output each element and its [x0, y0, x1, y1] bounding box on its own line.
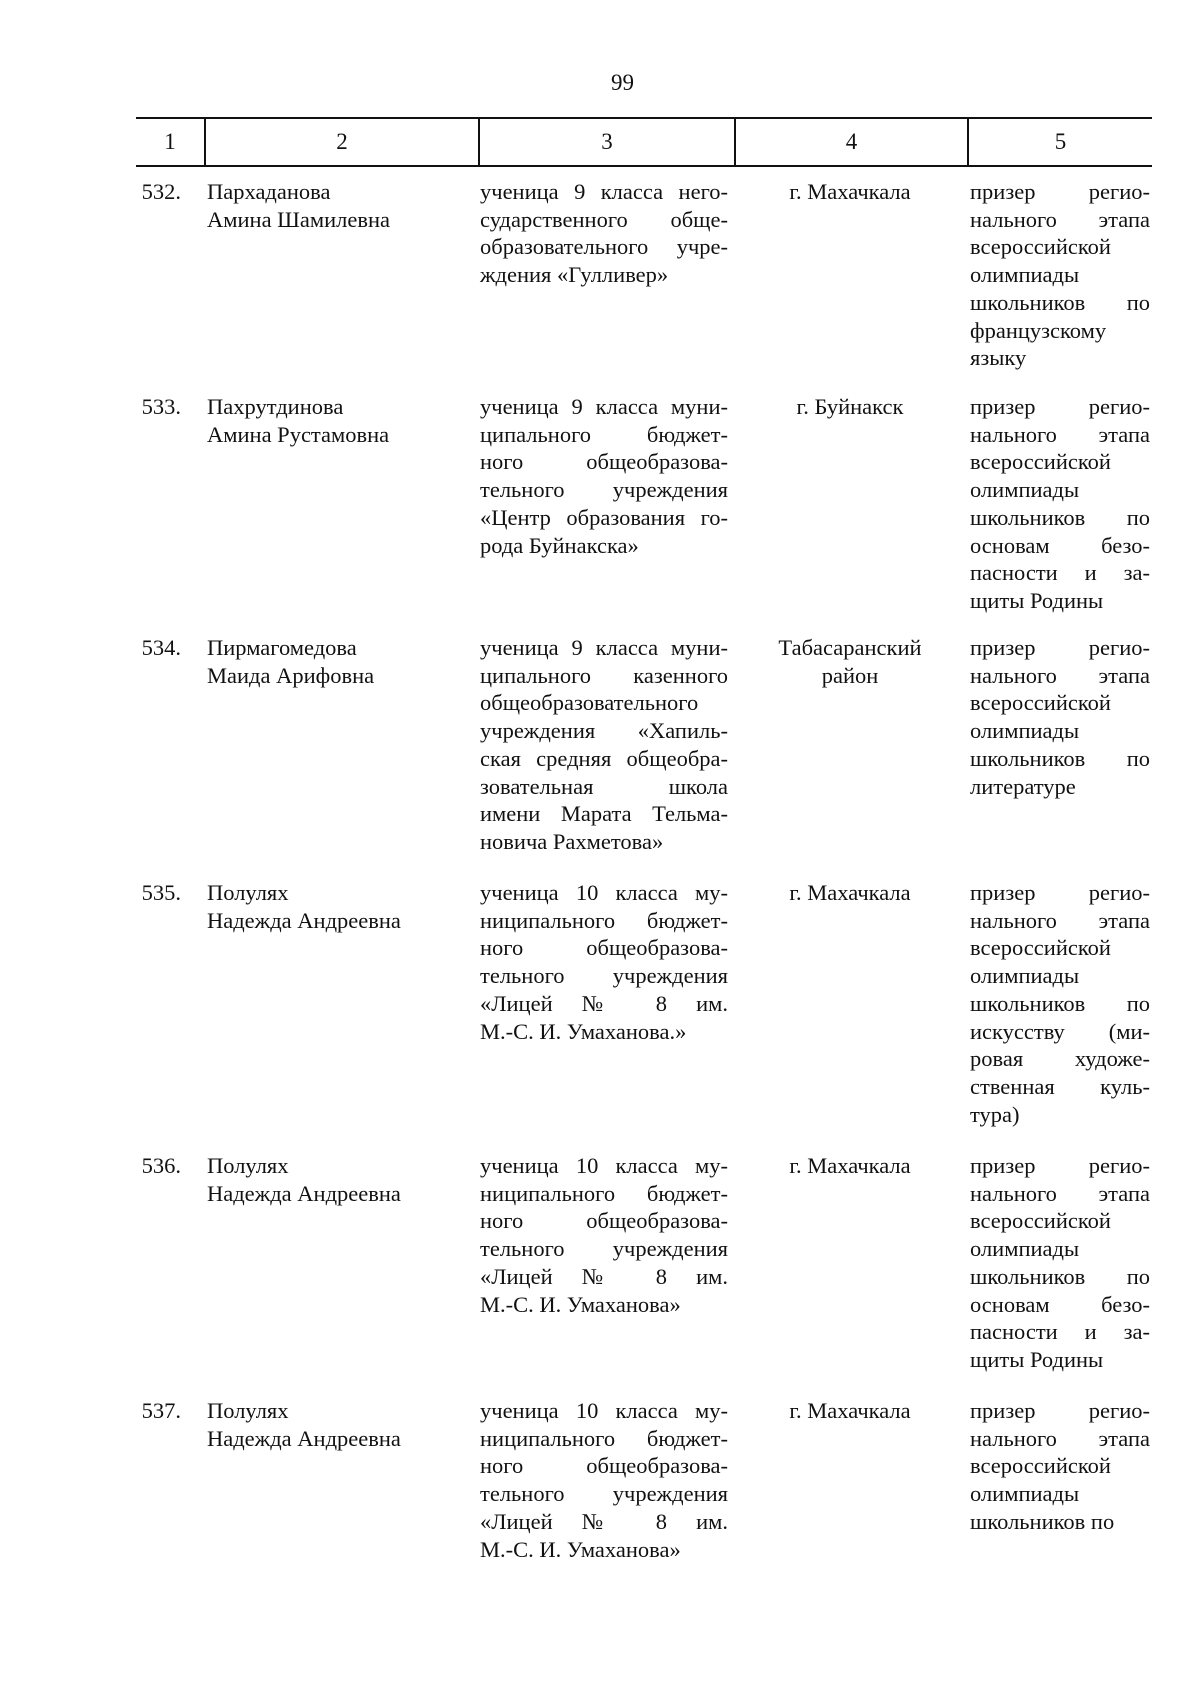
status-line: основам безо- [970, 1291, 1150, 1317]
row-number: 536. [141, 1153, 181, 1178]
status-line: призер регио- [970, 635, 1150, 660]
institution-line: «Лицей № 8 им. [480, 1508, 728, 1534]
institution [480, 1152, 728, 1318]
place [740, 879, 960, 907]
institution-line: ного общеобразова- [480, 1208, 728, 1234]
institution-line: М.-С. И. Умаханова» [480, 1291, 681, 1317]
institution [480, 634, 728, 856]
institution-line: тельного учреждения [480, 1481, 728, 1507]
status-line: олимпиады [970, 718, 1080, 744]
institution-line: ученица 10 класса му- [480, 1398, 728, 1423]
status-line: пасности и за- [970, 560, 1150, 586]
institution [480, 879, 728, 1045]
institution-line: ципального бюджет- [480, 421, 728, 447]
status [970, 393, 1150, 615]
institution-line: ученица 10 класса му- [480, 1153, 728, 1178]
status-line: всероссийской [970, 690, 1111, 716]
person-name: Пирмагомедова Маида Арифовна [207, 635, 375, 688]
institution-line: М.-С. И. Умаханова.» [480, 1018, 687, 1044]
institution-line: общеобразовательного [480, 690, 699, 716]
institution-line: «Лицей № 8 им. [480, 1263, 728, 1289]
place-line: Табасаранский [778, 635, 922, 660]
status [970, 178, 1150, 372]
status-line: призер регио- [970, 880, 1150, 905]
status-line: всероссийской [970, 449, 1111, 475]
status-line: пасности и за- [970, 1319, 1150, 1345]
status-line: школьников по [970, 504, 1150, 530]
status-line: нального этапа [970, 1425, 1150, 1451]
table-header [136, 117, 1152, 167]
place-line: г. Махачкала [789, 179, 911, 204]
header-col-2: 2 [204, 119, 478, 165]
status-line: тура) [970, 1101, 1020, 1127]
institution-line: ученица 9 класса муни- [480, 635, 728, 660]
institution-line: новича Рахметова» [480, 828, 664, 854]
status-line: французскому [970, 317, 1107, 343]
institution-line: «Лицей № 8 им. [480, 990, 728, 1016]
status-line: литературе [970, 773, 1076, 799]
status-line: призер регио- [970, 1153, 1150, 1178]
row-number: 537. [141, 1398, 181, 1423]
status-line: всероссийской [970, 935, 1111, 961]
header-col-3: 3 [478, 119, 734, 165]
row-number: 533. [141, 394, 181, 419]
institution-line: рода Буйнакска» [480, 532, 639, 558]
status-line: призер регио- [970, 394, 1150, 419]
institution-line: ниципального бюджет- [480, 1180, 728, 1206]
status-line: нального этапа [970, 206, 1150, 232]
status [970, 1397, 1150, 1536]
status-line: основам безо- [970, 532, 1150, 558]
status-line: щиты Родины [970, 1346, 1104, 1372]
status-line: школьников по [970, 1508, 1115, 1534]
page-number: 99 [611, 70, 634, 95]
institution-line: тельного учреждения [480, 477, 728, 503]
institution-line: тельного учреждения [480, 1236, 728, 1262]
institution-line: ученица 9 класса муни- [480, 394, 728, 419]
status-line: олимпиады [970, 262, 1080, 288]
status [970, 634, 1150, 800]
institution [480, 1397, 728, 1563]
status-line: олимпиады [970, 477, 1080, 503]
institution-line: сударственного обще- [480, 206, 728, 232]
status-line: всероссийской [970, 1208, 1111, 1234]
place [740, 393, 960, 421]
person-name: Полулях Надежда Андреевна [207, 1398, 401, 1451]
status-line: олимпиады [970, 1236, 1080, 1262]
status-line: языку [970, 345, 1027, 371]
institution-line: «Центр образования го- [480, 504, 728, 530]
status-line: школьников по [970, 289, 1150, 315]
institution-line: ниципального бюджет- [480, 1425, 728, 1451]
status-line: олимпиады [970, 1481, 1080, 1507]
institution-line: учреждения «Хапиль- [480, 718, 728, 744]
place [740, 1397, 960, 1425]
institution-line: ниципального бюджет- [480, 907, 728, 933]
place-line: г. Махачкала [789, 1153, 911, 1178]
institution [480, 393, 728, 559]
status [970, 879, 1150, 1128]
status-line: олимпиады [970, 963, 1080, 989]
institution-line: ного общеобразова- [480, 449, 728, 475]
status-line: щиты Родины [970, 587, 1104, 613]
person-name: Полулях Надежда Андреевна [207, 880, 401, 933]
place-line: г. Буйнакск [796, 394, 904, 419]
institution-line: тельного учреждения [480, 963, 728, 989]
status-line: школьников по [970, 1263, 1150, 1289]
status-line: искусству (ми- [970, 1018, 1150, 1044]
institution-line: ципального казенного [480, 662, 728, 688]
header-col-1: 1 [164, 129, 176, 154]
status-line: нального этапа [970, 1180, 1150, 1206]
status-line: нального этапа [970, 421, 1150, 447]
row-number: 535. [141, 880, 181, 905]
status-line: нального этапа [970, 907, 1150, 933]
status-line: всероссийской [970, 234, 1111, 260]
status-line: нального этапа [970, 662, 1150, 688]
institution-line: имени Марата Тельма- [480, 801, 728, 827]
place-line: г. Махачкала [789, 1398, 911, 1423]
person-name: Полулях Надежда Андреевна [207, 1153, 401, 1206]
status-line: ровая художе- [970, 1046, 1150, 1072]
institution-line: образовательного учре- [480, 234, 728, 260]
status-line: всероссийской [970, 1453, 1111, 1479]
row-number: 534. [141, 635, 181, 660]
status-line: призер регио- [970, 1398, 1150, 1423]
institution-line: ного общеобразова- [480, 1453, 728, 1479]
header-col-5: 5 [967, 119, 1152, 165]
institution-line: М.-С. И. Умаханова» [480, 1536, 681, 1562]
header-col-4: 4 [734, 119, 967, 165]
status-line: школьников по [970, 990, 1150, 1016]
institution [480, 178, 728, 289]
status-line: ственная куль- [970, 1073, 1150, 1099]
status-line: призер регио- [970, 179, 1150, 204]
place-line: район [821, 662, 879, 688]
person-name: Пахрутдинова Амина Рустамовна [207, 394, 390, 447]
status [970, 1152, 1150, 1374]
institution-line: ученица 10 класса му- [480, 880, 728, 905]
institution-line: ждения «Гулливер» [480, 262, 669, 288]
place [740, 178, 960, 206]
place [740, 634, 960, 689]
place-line: г. Махачкала [789, 880, 911, 905]
row-number: 532. [141, 179, 181, 204]
person-name: Пархаданова Амина Шамилевна [207, 179, 391, 232]
institution-line: ская средняя общеобра- [480, 745, 728, 771]
institution-line: ученица 9 класса него- [480, 179, 728, 204]
institution-line: зовательная школа [480, 773, 728, 799]
institution-line: ного общеобразова- [480, 935, 728, 961]
status-line: школьников по [970, 745, 1150, 771]
place [740, 1152, 960, 1180]
